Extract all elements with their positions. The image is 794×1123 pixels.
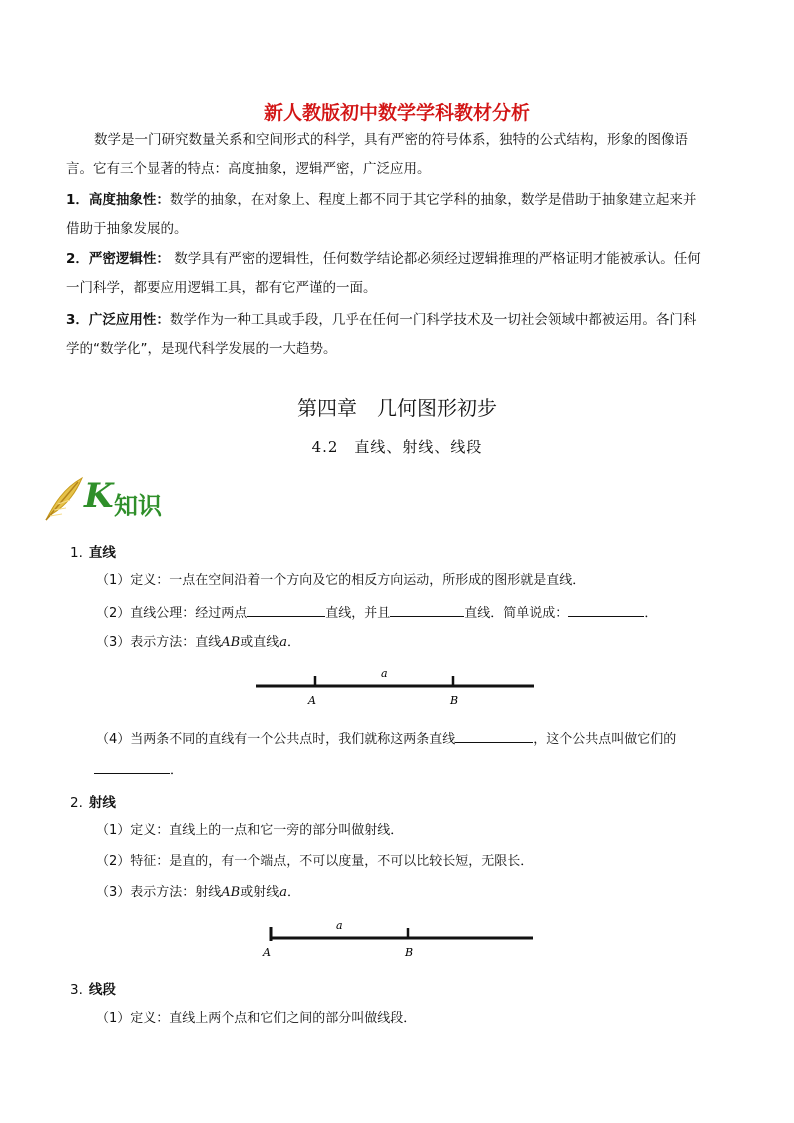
answer-blank[interactable] bbox=[247, 602, 325, 617]
point-b-label: B bbox=[450, 694, 459, 707]
feature-2-line-2: 一门科学，都要应用逻辑工具，都有它严谨的一面。 bbox=[66, 280, 377, 296]
answer-blank[interactable] bbox=[568, 602, 644, 617]
straight-line-figure bbox=[250, 662, 540, 710]
feature-3 bbox=[66, 306, 726, 364]
axiom-text-2: 直线，并且 bbox=[325, 606, 391, 621]
feature-2-line-1: 数学具有严密的逻辑性，任何数学结论都必须经过逻辑推理的严格证明才能被承认。任何 bbox=[169, 251, 701, 267]
section-number: 2. bbox=[70, 795, 83, 811]
point-a-label: A bbox=[308, 694, 316, 707]
feature-3-line-1: 数学作为一种工具或手段，几乎在任何一门科学技术及一切社会领域中都被运用。各门科 bbox=[169, 312, 697, 328]
answer-blank[interactable] bbox=[390, 602, 464, 617]
feature-3-line-2: 学的“数学化”，是现代科学发展的一大趋势。 bbox=[66, 341, 337, 357]
label-a: a bbox=[381, 667, 388, 680]
logo-text: 知识 bbox=[114, 492, 162, 520]
notation-end: ． bbox=[287, 635, 301, 650]
intersect-text-2: ，这个公共点叫做它们的 bbox=[533, 732, 677, 747]
notation-text-2: 或射线 bbox=[240, 885, 280, 900]
notation-ab: AB bbox=[221, 885, 241, 900]
point-b-label: B bbox=[405, 946, 414, 959]
feature-2 bbox=[66, 245, 726, 303]
page-title: 新人教版初中数学学科教材分析 bbox=[263, 102, 530, 124]
section-number: 1. bbox=[70, 545, 83, 561]
feature-3-label: 3．广泛应用性： bbox=[66, 312, 170, 328]
section-heading-segment bbox=[70, 978, 116, 998]
ray-feature: （2）特征：是直的，有一个端点，不可以度量，不可以比较长短，无限长． bbox=[96, 854, 534, 869]
answer-blank[interactable] bbox=[94, 759, 170, 774]
ray-notation bbox=[96, 883, 300, 903]
section-heading-ray bbox=[70, 791, 116, 811]
intersect-text-1: （4）当两条不同的直线有一个公共点时，我们就称这两条直线 bbox=[96, 732, 456, 747]
feature-1-line-2: 借助于抽象发展的。 bbox=[66, 221, 188, 237]
axiom-text-3: 直线．简单说成： bbox=[464, 606, 569, 621]
feature-1-line-1: 数学的抽象，在对象上、程度上都不同于其它学科的抽象，数学是借助于抽象建立起来并 bbox=[169, 192, 697, 208]
knowledge-logo bbox=[40, 474, 190, 524]
line-notation bbox=[96, 633, 300, 653]
ray-definition: （1）定义：直线上的一点和它一旁的部分叫做射线． bbox=[96, 823, 404, 838]
segment-definition: （1）定义：直线上两个点和它们之间的部分叫做线段． bbox=[96, 1011, 417, 1026]
label-a: a bbox=[336, 919, 343, 932]
notation-ab: AB bbox=[221, 635, 241, 650]
line-axiom bbox=[96, 602, 657, 624]
chapter-title: 第四章 几何图形初步 bbox=[297, 396, 497, 420]
section-heading-line bbox=[70, 541, 116, 561]
notation-text-2: 或直线 bbox=[240, 635, 280, 650]
notation-a: a bbox=[279, 885, 288, 900]
logo-k-letter: K bbox=[84, 476, 114, 516]
notation-a: a bbox=[279, 635, 288, 650]
answer-blank[interactable] bbox=[455, 728, 533, 743]
axiom-text-1: （2）直线公理：经过两点 bbox=[96, 606, 248, 621]
intersect-end: ． bbox=[170, 763, 184, 778]
section-title: 4.2 直线、射线、线段 bbox=[311, 438, 483, 456]
intro-line-2: 言。它有三个显著的特点：高度抽象，逻辑严密，广泛应用。 bbox=[66, 161, 431, 177]
section-heading-text: 直线 bbox=[88, 545, 116, 561]
section-number: 3. bbox=[70, 982, 83, 998]
feature-2-label: 2．严密逻辑性： bbox=[66, 251, 170, 267]
feature-1-label: 1．高度抽象性： bbox=[66, 192, 170, 208]
intro-paragraph bbox=[66, 126, 726, 184]
point-a-label: A bbox=[263, 946, 271, 959]
feature-1 bbox=[66, 186, 726, 244]
line-definition: （1）定义：一点在空间沿着一个方向及它的相反方向运动，所形成的图形就是直线． bbox=[96, 573, 586, 588]
ray-figure bbox=[255, 914, 545, 962]
feather-icon bbox=[40, 474, 90, 524]
line-intersection-cont bbox=[94, 759, 183, 781]
section-heading-text: 线段 bbox=[88, 982, 116, 998]
notation-text-1: （3）表示方法：直线 bbox=[96, 635, 222, 650]
section-heading-text: 射线 bbox=[88, 795, 116, 811]
axiom-text-end: ． bbox=[644, 606, 658, 621]
intro-line-1: 数学是一门研究数量关系和空间形式的科学，具有严密的符号体系，独特的公式结构，形象的图像语 bbox=[94, 132, 688, 148]
notation-end: ． bbox=[287, 885, 301, 900]
line-intersection bbox=[96, 728, 676, 750]
notation-text-1: （3）表示方法：射线 bbox=[96, 885, 222, 900]
